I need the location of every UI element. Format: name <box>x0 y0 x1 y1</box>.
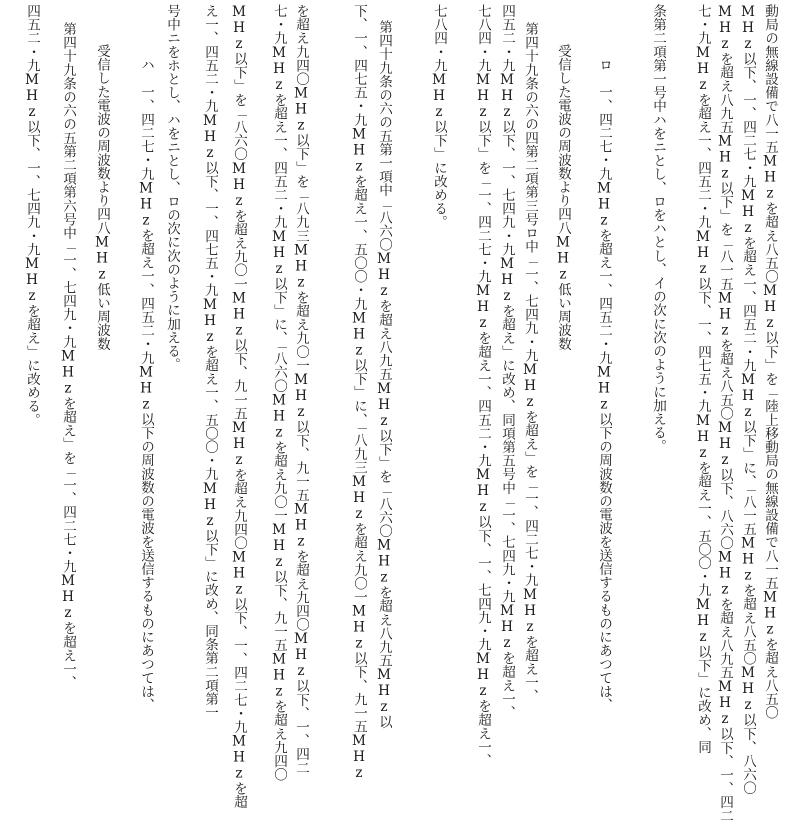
text-line: を超え九四〇MHz以下」を「八九三MHzを超え九〇一MHz以下、九一五MHzを超え九四〇MHz以下、一、四二 <box>293 4 309 775</box>
text-line: 受信した電波の周波数より四八MHz低い周波数 <box>555 44 571 351</box>
text-line: 四五二・九MHz以下、一、七四九・九MHzを超え」に改め、同項第五号中「一、七四九・九MHzを超え一、 <box>499 4 515 720</box>
text-line: 七・九MHzを超え一、四五二・九MHz以下」に、「八六〇MHzを超え九〇一MHz以下、九一五MHzを超え九四〇 <box>271 4 287 782</box>
text-line: 七八四・九MHz以下」を「一、四二七・九MHzを超え一、四五二・九MHz以下、一、七四九・九MHzを超え一、 <box>475 4 491 768</box>
text-line: MHz以下」を「八六〇MHzを超え九〇一MHz以下、九一五MHzを超え九四〇MHz以下、一、四二七・九MHzを超 <box>231 4 247 809</box>
text-line: ロ 一、四二七・九MHzを超え一、四五二・九MHz以下の周波数の電波を送信するものにあつては、 <box>596 58 612 712</box>
text-line: 条第二項第一号中ハをニとし、ロをハとし、イの次に次のように加える。 <box>650 4 666 453</box>
text-line: 七八四・九MHz以下」に改める。 <box>431 4 447 229</box>
text-line: 第四十九条の六の五第一項中「八六〇MHzを超え八九五MHz以下」を「八六〇MHzを超え八九五MHz以 <box>376 20 392 729</box>
text-line: ハ 一、四二七・九MHzを超え一、四五二・九MHz以下の周波数の電波を送信するものにあつては、 <box>138 58 154 712</box>
text-line: 号中ニをホとし、ハをニとし、ロの次に次のように加える。 <box>164 4 180 372</box>
text-line: 受信した電波の周波数より四八MHz低い周波数 <box>94 44 110 351</box>
text-line: MHz以下、一、四二七・九MHzを超え一、四五二・九MHz以下」に、「八一五MHzを超え八五〇MHz以下、八六〇 <box>740 4 756 795</box>
text-line: 四五二・九MHz以下、一、七四九・九MHzを超え」に改める。 <box>24 4 40 427</box>
text-line: え一、四五二・九MHz以下、一、四七五・九MHzを超え一、五〇〇・九MHz以下」に改め、同条第二項第一 <box>202 4 218 720</box>
text-line: 下、一、四七五・九MHzを超え一、五〇〇・九MHz以下」に、「八九三MHzを超え九〇一MHz以下、九一五MHz <box>351 4 367 782</box>
text-line: 第四十九条の六の四第二項第三号ロ中「一、七四九・九MHzを超え」を「一、四二七・九MHzを超え一、 <box>522 22 538 703</box>
text-line: 動局の無線設備で八一五MHzを超え八五〇MHz以下」を「陸上移動局の無線設備で八一五MHzを超え八五〇 <box>762 4 778 720</box>
text-line: MHzを超え八九五MHz以下」を「八一五MHzを超え八五〇MHz以下、八六〇MHzを超え八九五MHz以下、一、四二 <box>717 4 733 822</box>
text-line: 七・九MHzを超え一、四五二・九MHz以下、一、四七五・九MHzを超え一、五〇〇・九MHz以下」に改め、同 <box>695 4 711 754</box>
text-line: 第四十九条の六の五第二項第六号中「一、七四九・九MHzを超え」を「一、四二七・九MHzを超え一、 <box>60 22 76 690</box>
